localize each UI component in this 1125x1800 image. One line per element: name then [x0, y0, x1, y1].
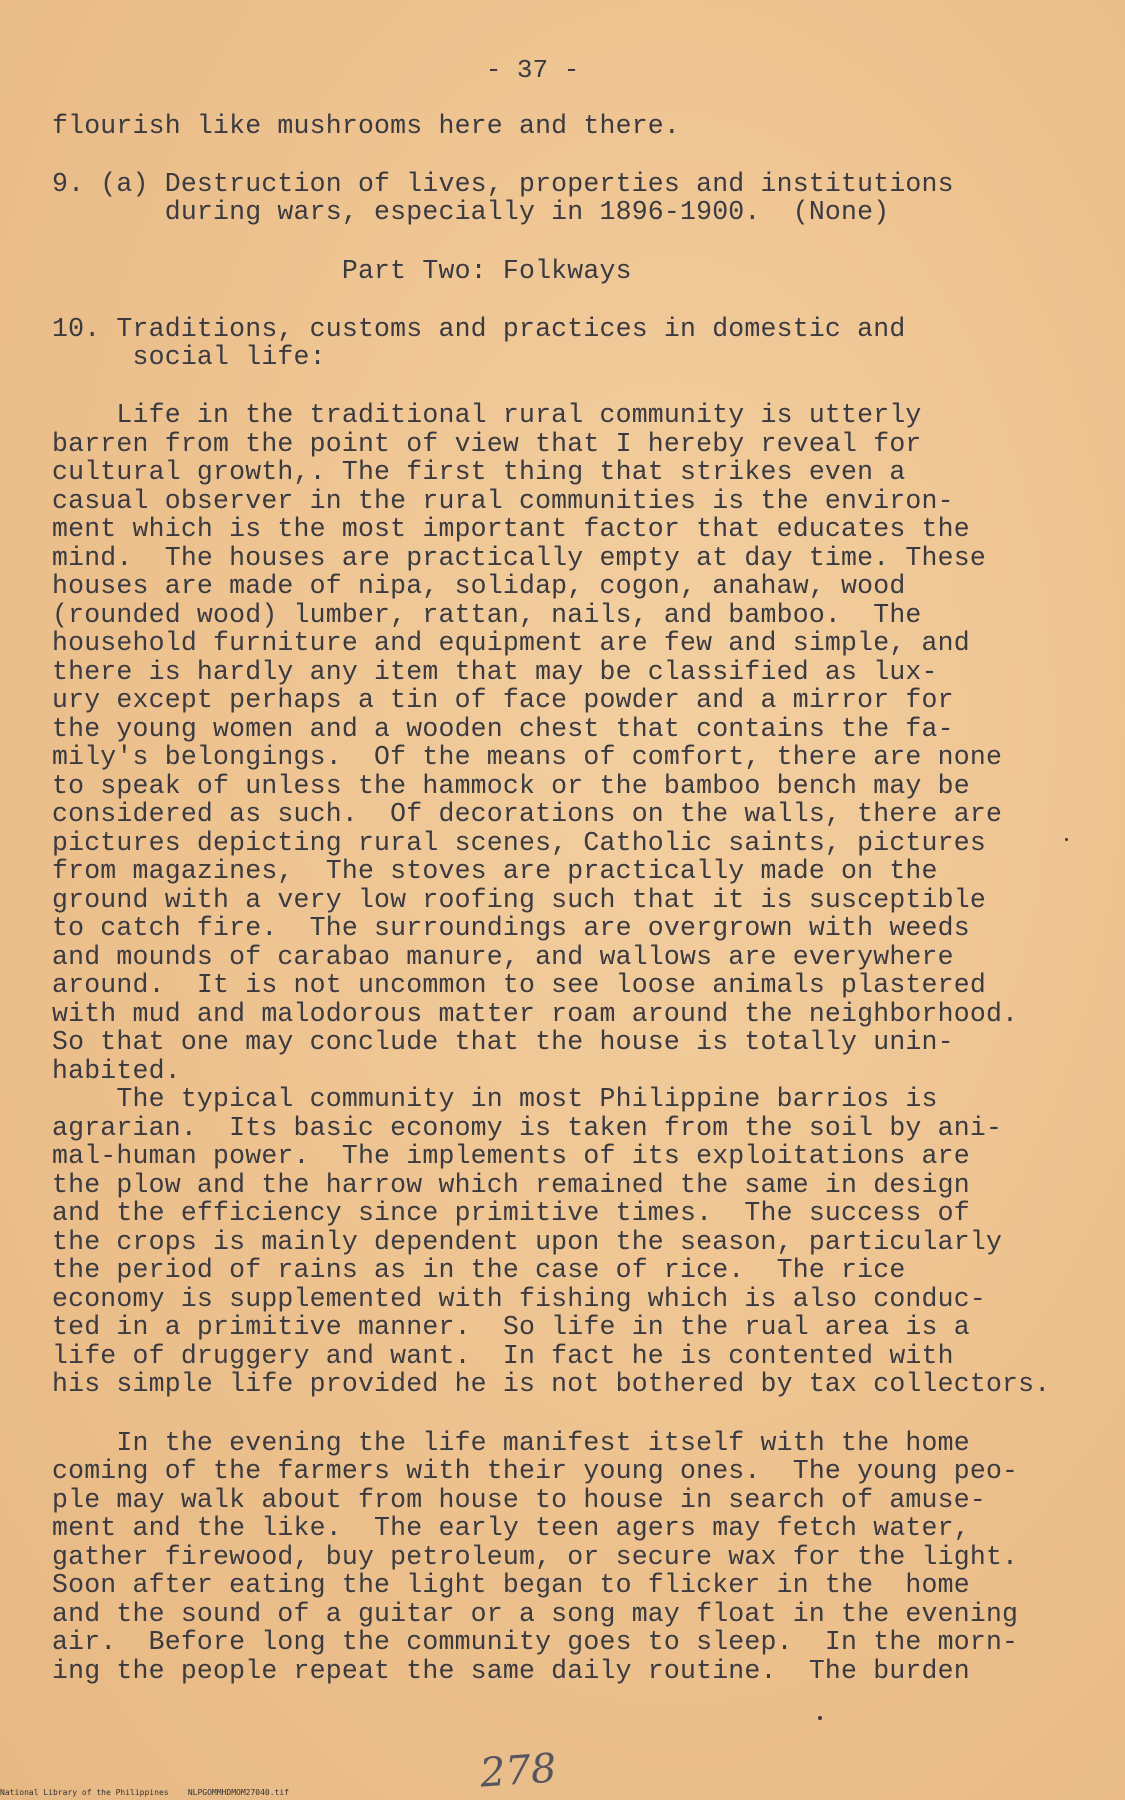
paragraph-first-line: The typical community in most Philippine barrios is: [52, 1084, 938, 1114]
text-line: flourish like mushrooms here and there.: [52, 111, 681, 141]
text-line: ing the people repeat the same daily routine. The burden: [52, 1656, 970, 1686]
text-line: and the efficiency since primitive times. The success of: [52, 1198, 970, 1228]
section-heading: 9. (a) Destruction of lives, properties and institutions: [52, 169, 954, 199]
text-line: from magazines, The stoves are practically made on the: [52, 856, 938, 886]
text-line: gather firewood, buy petroleum, or secure wax for the light.: [52, 1542, 1019, 1572]
text-line: ment which is the most important factor that educates the: [52, 514, 970, 544]
text-line: around. It is not uncommon to see loose animals plastered: [52, 970, 986, 1000]
text-line: the period of rains as in the case of rice. The rice: [52, 1255, 906, 1285]
text-line: ted in a primitive manner. So life in the rual area is a: [52, 1312, 970, 1342]
text-line: casual observer in the rural communities is the environ-: [52, 486, 954, 516]
text-line: Soon after eating the light began to flicker in the home: [52, 1570, 970, 1600]
scan-footer: National Library of the Philippines NLPGOMMHDMOM27040.tif: [0, 1788, 289, 1797]
text-line: social life:: [52, 342, 326, 372]
handwritten-folio-number: 278: [478, 1745, 558, 1797]
text-line: air. Before long the community goes to sleep. In the morn-: [52, 1627, 1019, 1657]
paragraph-first-line: In the evening the life manifest itself with the home: [52, 1428, 970, 1458]
text-line: So that one may conclude that the house is totally unin-: [52, 1027, 954, 1057]
text-line: ple may walk about from house to house in search of amuse-: [52, 1485, 986, 1515]
text-line: barren from the point of view that I hereby reveal for: [52, 429, 922, 459]
text-line: life of druggery and want. In fact he is contented with: [52, 1341, 954, 1371]
text-line: to speak of unless the hammock or the bamboo bench may be: [52, 771, 970, 801]
text-line: economy is supplemented with fishing which is also conduc-: [52, 1284, 986, 1314]
text-line: coming of the farmers with their young ones. The young peo-: [52, 1456, 1019, 1486]
ink-speck: [818, 1716, 822, 1720]
text-line: cultural growth,. The first thing that strikes even a: [52, 457, 906, 487]
text-line: houses are made of nipa, solidap, cogon, anahaw, wood: [52, 571, 906, 601]
text-line: mind. The houses are practically empty at day time. These: [52, 543, 986, 573]
text-line: ground with a very low roofing such that it is susceptible: [52, 885, 986, 915]
text-line: and mounds of carabao manure, and wallows are everywhere: [52, 942, 954, 972]
text-line: his simple life provided he is not bothered by tax collectors.: [52, 1369, 1051, 1399]
text-line: to catch fire. The surroundings are overgrown with weeds: [52, 913, 970, 943]
text-line: mal-human power. The implements of its exploitations are: [52, 1141, 970, 1171]
text-line: with mud and malodorous matter roam around the neighborhood.: [52, 999, 1019, 1029]
text-line: ury except perhaps a tin of face powder and a mirror for: [52, 685, 954, 715]
text-line: household furniture and equipment are few and simple, and: [52, 628, 970, 658]
text-line: mily's belongings. Of the means of comfort, there are none: [52, 742, 1003, 772]
text-line: habited.: [52, 1056, 181, 1086]
text-line: (rounded wood) lumber, rattan, nails, and bamboo. The: [52, 600, 922, 630]
part-heading: Part Two: Folkways: [52, 256, 632, 286]
text-line: during wars, especially in 1896-1900. (None): [52, 197, 890, 227]
text-line: the young women and a wooden chest that contains the fa-: [52, 714, 954, 744]
paragraph-first-line: Life in the traditional rural community is utterly: [52, 400, 922, 430]
text-line: and the sound of a guitar or a song may float in the evening: [52, 1599, 1019, 1629]
text-line: the plow and the harrow which remained the same in design: [52, 1170, 970, 1200]
text-line: ment and the like. The early teen agers may fetch water,: [52, 1513, 970, 1543]
text-line: pictures depicting rural scenes, Catholic saints, pictures: [52, 828, 986, 858]
text-line: the crops is mainly dependent upon the season, particularly: [52, 1227, 1003, 1257]
text-line: considered as such. Of decorations on the walls, there are: [52, 799, 1003, 829]
text-line: there is hardly any item that may be classified as lux-: [52, 657, 938, 687]
text-line: agrarian. Its basic economy is taken from the soil by ani-: [52, 1113, 1003, 1143]
section-heading: 10. Traditions, customs and practices in domestic and: [52, 314, 906, 344]
page-number: - 37 -: [485, 55, 580, 85]
ink-speck: [1065, 838, 1068, 841]
